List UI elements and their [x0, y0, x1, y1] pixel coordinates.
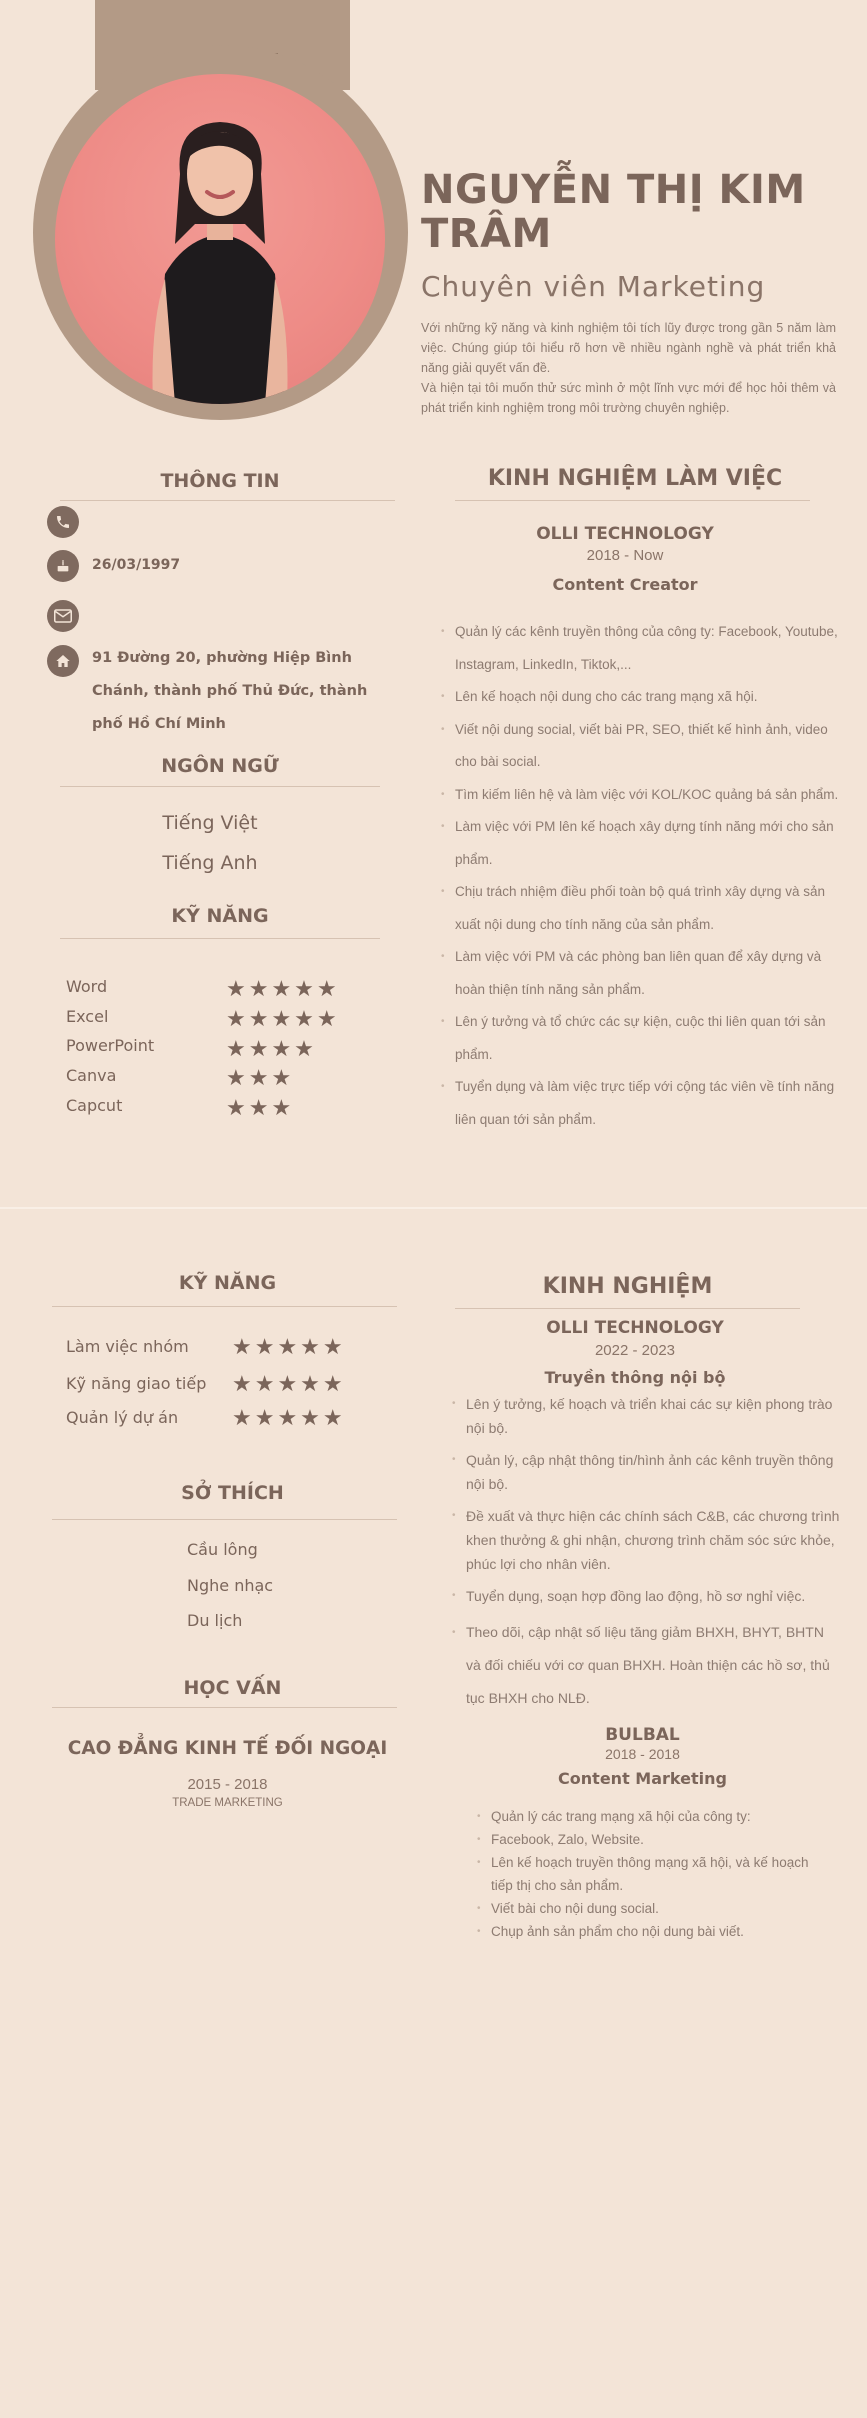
work-experience-rule: [455, 500, 810, 501]
position-title: Truyền thông nội bộ: [544, 1368, 726, 1387]
skill-name: Capcut: [66, 1096, 123, 1115]
skill-name: Excel: [66, 1007, 109, 1026]
softskill-name: Kỹ năng giao tiếp: [66, 1374, 207, 1393]
duties-list: [441, 616, 851, 1136]
language-item: Tiếng Anh: [162, 852, 258, 874]
duty-item: • Đề xuất và thực hiện các chính sách C&B, các chương trình khen thưởng & ghi nhận, chương trình chăm sóc sức khỏe, phúc lợi cho nhân viên.: [452, 1504, 842, 1576]
mail-icon: [47, 600, 79, 632]
skill-rating: ★★★★★: [226, 1006, 340, 1031]
company-name: OLLI TECHNOLOGY: [536, 524, 714, 544]
softskill-name: Quản lý dự án: [66, 1408, 179, 1427]
duty-item: • Viết nội dung social, viết bài PR, SEO, thiết kế hình ảnh, video cho bài social.: [441, 714, 851, 779]
job-title: Chuyên viên Marketing: [421, 270, 766, 303]
skill-name: Canva: [66, 1066, 117, 1085]
languages-section-title: NGÔN NGỮ: [161, 755, 279, 777]
profile-photo: [55, 74, 385, 404]
duty-item: • Lên ý tưởng, kế hoạch và triển khai các sự kiện phong trào nội bộ.: [452, 1392, 842, 1440]
softskill-rating: ★★★★★: [232, 1371, 346, 1396]
softskills-section-title: KỸ NĂNG: [178, 1272, 277, 1294]
language-item: Tiếng Việt: [162, 812, 258, 834]
experience-rule: [455, 1308, 800, 1309]
contact-section-title: THÔNG TIN: [160, 470, 280, 492]
education-section-title: HỌC VẤN: [183, 1677, 282, 1699]
duty-item: • Lên kế hoạch nội dung cho các trang mạng xã hội.: [441, 681, 851, 714]
softskill-rating: ★★★★★: [232, 1405, 346, 1430]
duty-item: • Quản lý các kênh truyền thông của công ty: Facebook, Youtube, Instagram, LinkedIn, Tiktok,...: [441, 616, 851, 681]
languages-rule: [60, 786, 380, 787]
skill-rating: ★★★: [226, 1065, 295, 1090]
cake-icon: [47, 550, 79, 582]
phone-icon: [47, 506, 79, 538]
duty-item: • Quản lý các trang mạng xã hội của công ty:: [477, 1805, 817, 1828]
duties-list: [452, 1392, 842, 1723]
softskills-rule: [52, 1306, 397, 1307]
duty-item: • Lên ý tưởng và tổ chức các sự kiện, cuộc thi liên quan tới sản phẩm.: [441, 1006, 851, 1071]
intro-text: Với những kỹ năng và kinh nghiệm tôi tích lũy được trong gần 5 năm làm việc. Chúng giúp tôi hiểu rõ hơn về nhiều ngành nghề và phát triển khả năng giải quyết vấn đề. Và hiện tại tôi muốn thử sức mình ở một lĩnh vực mới để học hỏi thêm và phát triển kinh nghiệm trong môi trường chuyên nghiệp.: [421, 321, 836, 415]
address: 91 Đường 20, phường Hiệp Bình Chánh, thành phố Thủ Đức, thành phố Hồ Chí Minh: [92, 650, 368, 732]
work-experience-title: KINH NGHIỆM LÀM VIỆC: [487, 466, 783, 491]
school-name: CAO ĐẲNG KINH TẾ ĐỐI NGOẠI: [67, 1738, 388, 1759]
duties-list: [477, 1805, 817, 1943]
position-title: Content Creator: [552, 575, 698, 594]
duty-item: • Tuyển dụng và làm việc trực tiếp với cộng tác viên về tính năng liên quan tới sản phẩm.: [441, 1071, 851, 1136]
duty-item: • Chụp ảnh sản phẩm cho nội dung bài viết.: [477, 1920, 817, 1943]
skills-rule: [60, 938, 380, 939]
softskill-rating: ★★★★★: [232, 1334, 346, 1359]
company-name: BULBAL: [605, 1725, 680, 1745]
skill-rating: ★★★★: [226, 1036, 317, 1061]
duty-item: • Chịu trách nhiệm điều phối toàn bộ quá trình xây dựng và sản xuất nội dung cho tính năng của sản phẩm.: [441, 876, 851, 941]
position-title: Content Marketing: [558, 1769, 727, 1788]
education-years: 2015 - 2018: [187, 1776, 268, 1793]
duty-item: • Facebook, Zalo, Website.: [477, 1828, 817, 1851]
softskill-name: Làm việc nhóm: [66, 1337, 189, 1356]
skill-rating: ★★★★★: [226, 976, 340, 1001]
home-icon: [47, 645, 79, 677]
education-major: TRADE MARKETING: [172, 1797, 283, 1809]
duty-item: • Làm việc với PM và các phòng ban liên quan để xây dựng và hoàn thiện tính năng sản phẩm.: [441, 941, 851, 1006]
education-rule: [52, 1707, 397, 1708]
hobbies-section-title: SỞ THÍCH: [181, 1482, 284, 1504]
duty-item: • Lên kế hoạch truyền thông mạng xã hội, và kế hoạch tiếp thị cho sản phẩm.: [477, 1851, 817, 1897]
hobby-item: Cầu lông: [187, 1540, 258, 1559]
skill-rating: ★★★: [226, 1095, 295, 1120]
full-name: NGUYỄN THỊ KIM TRÂM: [421, 167, 806, 257]
portrait-illustration: [55, 74, 385, 404]
birthday: 26/03/1997: [92, 557, 181, 573]
hobby-item: Nghe nhạc: [187, 1576, 274, 1595]
employment-years: 2022 - 2023: [594, 1342, 676, 1359]
skill-name: Word: [66, 977, 108, 996]
hobbies-rule: [52, 1519, 397, 1520]
duty-item: • Làm việc với PM lên kế hoạch xây dựng tính năng mới cho sản phẩm.: [441, 811, 851, 876]
employment-years: 2018 - Now: [586, 547, 664, 564]
hobby-item: Du lịch: [187, 1611, 243, 1630]
duty-item: • Tìm kiếm liên hệ và làm việc với KOL/KOC quảng bá sản phẩm.: [441, 779, 851, 812]
page-divider: [0, 1207, 867, 1209]
duty-item: • Tuyển dụng, soạn hợp đồng lao động, hồ sơ nghỉ việc.: [452, 1584, 842, 1608]
company-name: OLLI TECHNOLOGY: [546, 1318, 724, 1338]
employment-years: 2018 - 2018: [605, 1746, 680, 1762]
duty-item: • Theo dõi, cập nhật số liệu tăng giảm BHXH, BHYT, BHTN và đối chiếu với cơ quan BHXH. Hoàn thiện các hồ sơ, thủ tục BHXH cho NLĐ.: [452, 1616, 842, 1715]
duty-item: • Viết bài cho nội dung social.: [477, 1897, 817, 1920]
skill-name: PowerPoint: [66, 1036, 155, 1055]
duty-item: • Quản lý, cập nhật thông tin/hình ảnh các kênh truyền thông nội bộ.: [452, 1448, 842, 1496]
skills-section-title: KỸ NĂNG: [171, 905, 269, 927]
experience-section-title: KINH NGHIỆM: [542, 1274, 713, 1299]
contact-rule: [60, 500, 395, 501]
